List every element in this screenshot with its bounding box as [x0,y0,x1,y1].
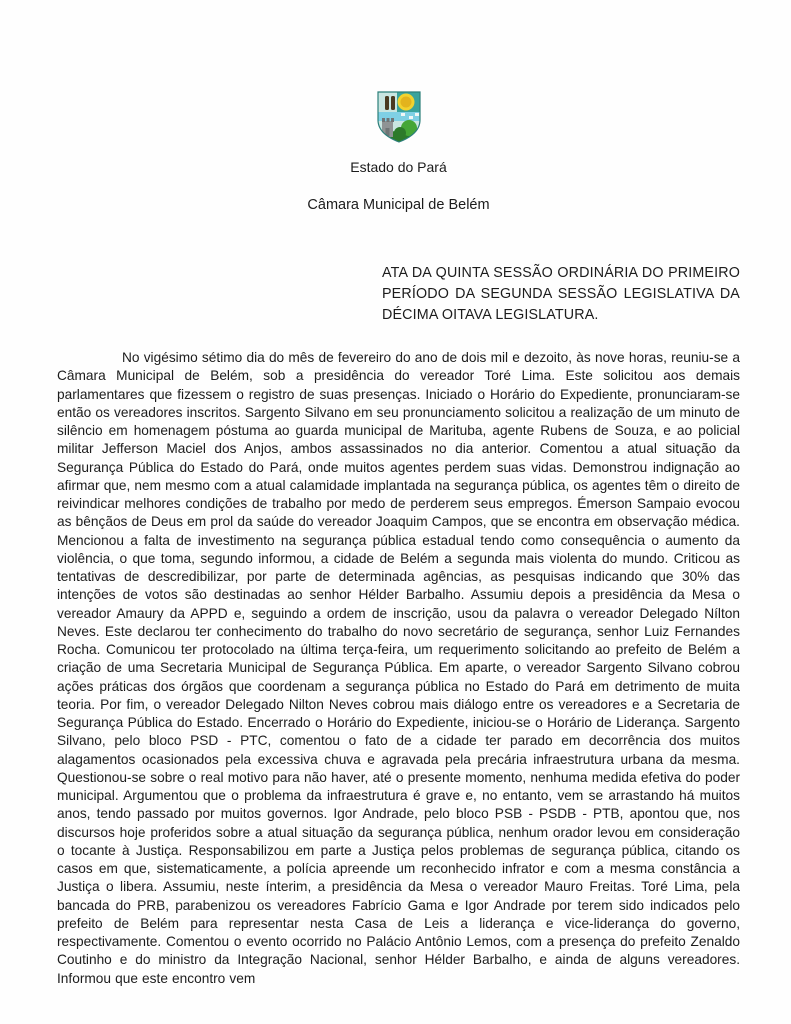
document-body: No vigésimo sétimo dia do mês de fevereiro do ano de dois mil e dezoito, às nove horas, reuniu-se a Câmara Municipal de Belém, sob a presidência do vereador Toré Lima. Este solicitou aos demais parlamentares que fizessem o registro de suas presenças. Iniciado o Horário do Expediente, pronunciaram-se então os vereadores inscritos. Sargento Silvano em seu pronunciamento solicitou a realização de um minuto de silêncio em homenagem póstuma ao guarda municipal de Marituba, agente Rubens de Souza, e ao policial militar Jefferson Maciel dos Anjos, ambos assassinados no dia anterior. Comentou a atual situação da Segurança Pública do Estado do Pará, onde muitos agentes perdem suas vidas. Demonstrou indignação ao afirmar que, nem mesmo com a atual calamidade implantada na segurança pública, os agentes têm o direito de reivindicar melhores condições de trabalho por medo de perderem seus empregos. Émerson Sampaio evocou as bênçãos de Deus em prol da saúde do vereador Joaquim Campos, que se encontra em observação médica. Mencionou a falta de investimento na segurança pública estadual tendo como consequência o aumento da violência, o que toma, segundo informou, a cidade de Belém a segunda mais violenta do mundo. Criticou as tentativas de descredibilizar, por parte de determinada agências, as pesquisas indicando que 30% das intenções de votos são destinadas ao senhor Hélder Barbalho. Assumiu depois a presidência da Mesa o vereador Amaury da APPD e, seguindo a ordem de inscrição, usou da palavra o vereador Delegado Nílton Neves. Este declarou ter conhecimento do trabalho do novo secretário de segurança, senhor Luiz Fernandes Rocha. Comunicou ter protocolado na última terça-feira, um requerimento solicitando ao prefeito de Belém a criação de uma Secretaria Municipal de Segurança Pública. Em aparte, o vereador Sargento Silvano cobrou ações práticas dos órgãos que coordenam a segurança pública no Estado do Pará em detrimento de muita teoria. Por fim, o vereador Delegado Nilton Neves cobrou mais diálogo entre os vereadores e a Secretaria de Segurança Pública do Estado. Encerrado o Horário do Expediente, iniciou-se o Horário de Liderança. Sargento Silvano, pelo bloco PSD - PTC, comentou o fato de a cidade ter parado em decorrência dos muitos alagamentos ocasionados pela excessiva chuva e agravada pela precária infraestrutura urbana da mesma. Questionou-se sobre o real motivo para não haver, até o presente momento, nenhuma medida efetiva do poder municipal. Argumentou que o problema da infraestrutura é grave e, no entanto, vem se arrastando há muitos anos, tendo passado por muitos governos. Igor Andrade, pelo bloco PSB - PSDB - PTB, apontou que, nos discursos hoje proferidos sobre a atual situação da segurança pública, nenhum orador levou em consideração o tocante à Justiça. Responsabilizou em parte a Justiça pelos problemas de segurança pública, citando os casos em que, sistematicamente, a polícia apreende um reconhecido infrator e com a mesma constância a Justiça o libera. Assumiu, neste ínterim, a presidência da Mesa o vereador Mauro Freitas. Toré Lima, pela bancada do PRB, parabenizou os vereadores Fabrício Gama e Igor Andrade por terem sido indicados pelo prefeito de Belém para representar nesta Casa de Leis a liderança e vice-liderança do governo, respectivamente. Comentou o evento ocorrido no Palácio Antônio Lemos, com a presença do prefeito Zenaldo Coutinho e do ministro da Integração Nacional, senhor Hélder Barbalho, e ainda de alguns vereadores. Informou que este encontro vem [57,350,741,986]
tower-crenel-2 [386,118,389,122]
tower-crenel-3 [391,118,394,122]
document-title: ATA DA QUINTA SESSÃO ORDINÁRIA DO PRIMEIRO PERÍODO DA SEGUNDA SESSÃO LEGISLATIVA DA DÉCIMA OITAVA LEGISLATURA. [382,265,740,323]
tower-crenel-1 [382,118,385,122]
foliage-center [394,127,406,139]
institution-name: Câmara Municipal de Belém [307,197,490,213]
coat-of-arms-svg [375,90,423,144]
figure-left [385,96,389,110]
state-name: Estado do Pará [350,159,447,175]
water-check-3 [415,113,419,116]
sun-icon [400,97,411,108]
figure-right [391,96,395,110]
water-check-2 [409,116,413,119]
coat-of-arms-icon [375,90,423,144]
water-check-1 [401,113,405,116]
